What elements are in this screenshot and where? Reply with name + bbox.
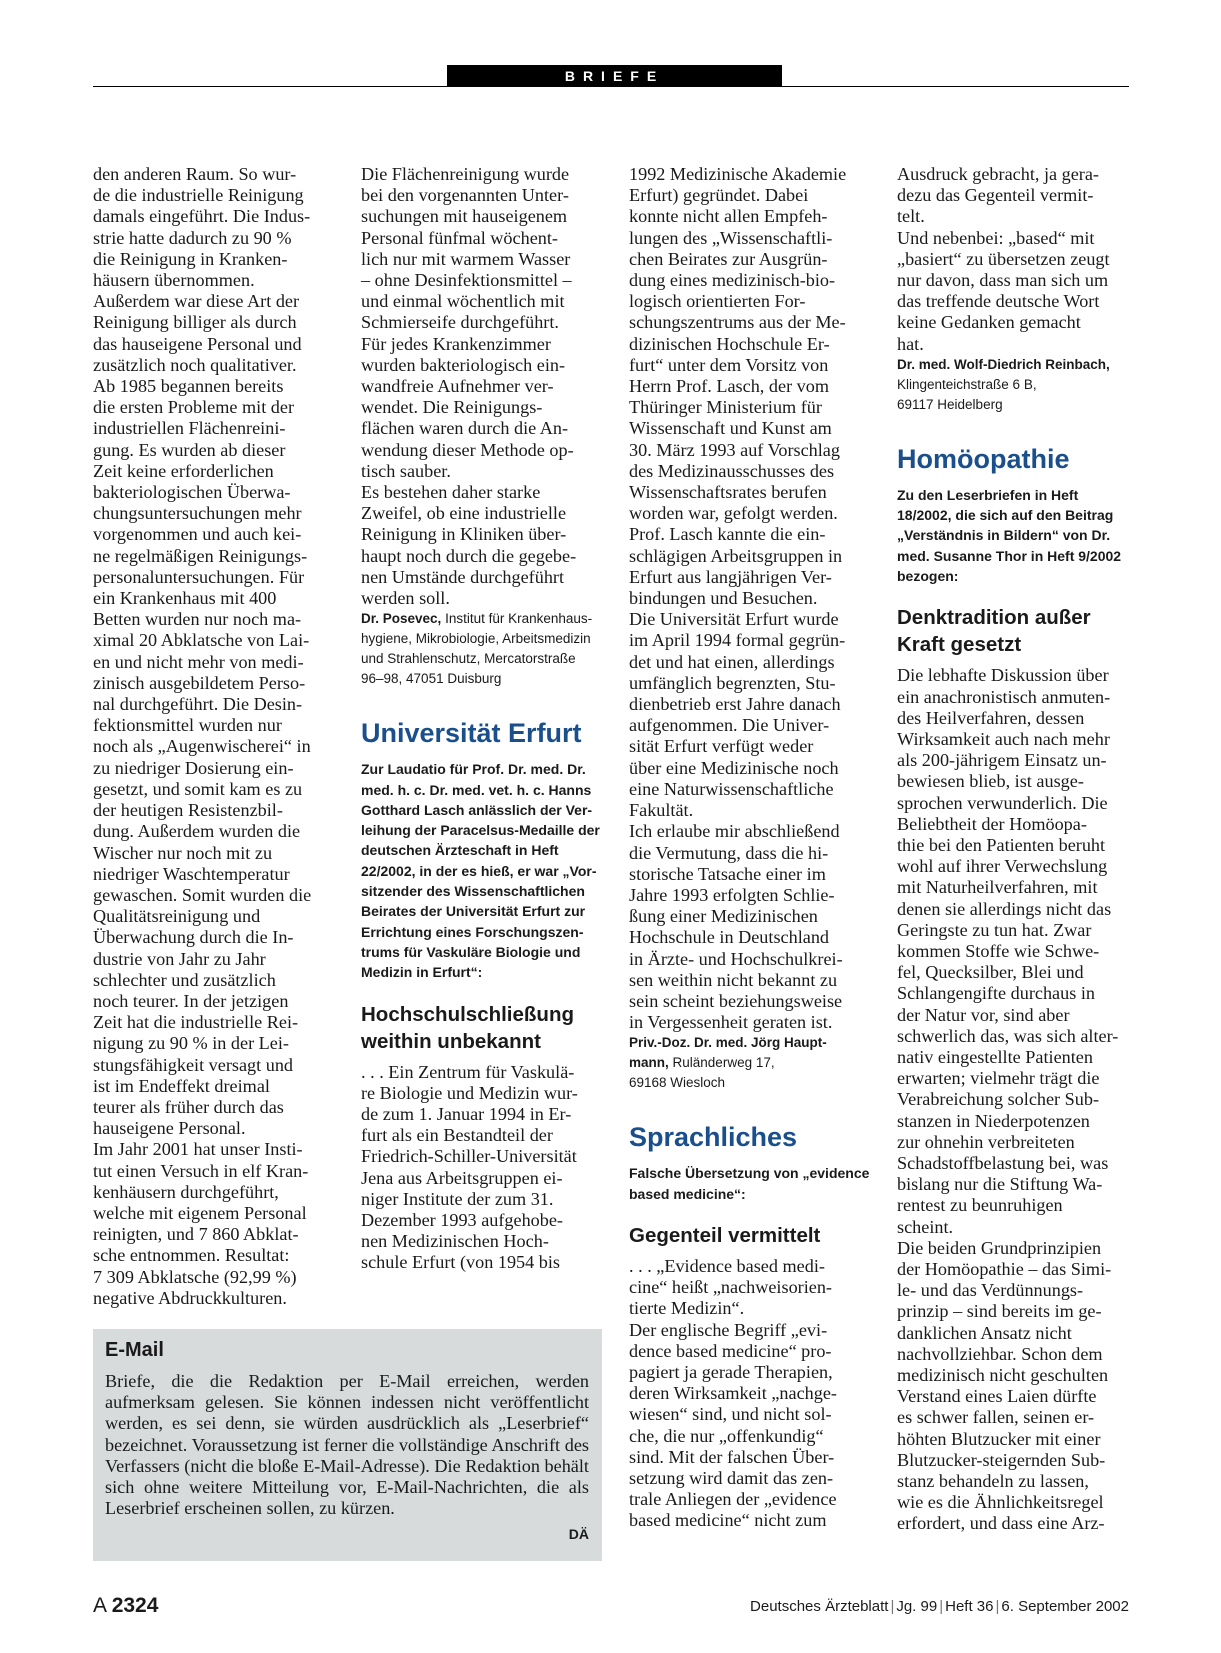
- text-line: ne regelmäßigen Reinigungs-: [93, 545, 308, 566]
- text-line: 7 309 Abklatsche (92,99 %): [93, 1266, 297, 1287]
- text-line: ßung einer Medizinischen: [629, 906, 818, 927]
- text-line: hygiene, Mikrobiologie, Arbeitsmedizin: [361, 631, 591, 647]
- text-line: Prof. Lasch kannte die ein-: [629, 524, 826, 545]
- text-line: worden war, gefolgt werden.: [629, 503, 838, 524]
- text-line: fel, Quecksilber, Blei und: [897, 962, 1084, 983]
- text-line: de die industrielle Reinigung: [93, 185, 304, 206]
- text-line: scheint.: [897, 1216, 954, 1237]
- text-line: die ersten Probleme mit der: [93, 397, 295, 418]
- text-line: pagiert ja gerade Therapien,: [629, 1361, 833, 1382]
- text-line: wiesen“ sind, und nicht sol-: [629, 1404, 832, 1425]
- text-line: Geringste zu tun hat. Zwar: [897, 919, 1092, 940]
- signature-hauptmann: [629, 1033, 871, 1093]
- text-line: teurer als früher durch das: [93, 1096, 284, 1117]
- text-line: sen weithin nicht bekannt zu: [629, 969, 838, 990]
- text-line: hauseigene Personal.: [93, 1118, 246, 1139]
- text-line: 30. März 1993 auf Vorschlag: [629, 439, 840, 460]
- text-line: hat.: [897, 333, 924, 354]
- column-1: [93, 164, 335, 1309]
- text-line: tisch sauber.: [361, 460, 451, 481]
- text-line: nachvollziehbar. Schon dem: [897, 1343, 1103, 1364]
- signature-street: Klingenteichstraße 6 B,: [897, 376, 1037, 392]
- text-line: det und hat einen, allerdings: [629, 651, 835, 672]
- text-line: 1992 Medizinische Akademie: [629, 164, 847, 184]
- text-line: Die Flächenreinigung wurde: [361, 164, 570, 184]
- text-line: stanz behandeln zu lassen,: [897, 1471, 1089, 1492]
- text-line: schwerlich das, was sich alter-: [897, 1025, 1119, 1046]
- text-line: tierte Medizin“.: [629, 1298, 745, 1319]
- text-line: en und nicht mehr von medi-: [93, 651, 304, 672]
- text-line: nen Medizinischen Hoch-: [361, 1231, 549, 1252]
- email-notice-box: [93, 1329, 602, 1561]
- text-line: erwarten; vielmehr trägt die: [897, 1068, 1100, 1089]
- text-line: mit Naturheilverfahren, mit: [897, 877, 1098, 898]
- text-line: „Verständnis in Bildern“ von Dr.: [897, 527, 1111, 544]
- text-line: den anderen Raum. So wur-: [93, 164, 297, 184]
- text-line: in Ärzte- und Hochschulkrei-: [629, 948, 843, 969]
- text-line: vorgenommen und auch kei-: [93, 524, 302, 545]
- text-line: Erfurt aus langjährigen Ver-: [629, 566, 832, 587]
- text-line: Wischer nur noch mit zu: [93, 842, 273, 863]
- text-line: dustrie von Jahr zu Jahr: [93, 948, 266, 969]
- text-line: suchungen mit hauseigenem: [361, 206, 568, 227]
- text-line: Es bestehen daher starke: [361, 482, 541, 503]
- text-line: Für jedes Krankenzimmer: [361, 333, 551, 354]
- text-line: Wissenschaft und Kunst am: [629, 418, 832, 439]
- signature-name-line1: Priv.-Doz. Dr. med. Jörg Haupt-: [629, 1035, 827, 1051]
- text-line: das treffende deutsche Wort: [897, 291, 1100, 312]
- text-line: welche mit eigenem Personal: [93, 1202, 307, 1223]
- text-line: Schmierseife durchgeführt.: [361, 312, 559, 333]
- text-line: Personal fünfmal wöchent-: [361, 227, 558, 248]
- signature-name: Dr. Posevec,: [361, 611, 442, 627]
- text-line: Denktradition außer: [897, 606, 1091, 630]
- text-line: sche entnommen. Resultat:: [93, 1245, 290, 1266]
- text-line: telt.: [897, 206, 925, 227]
- text-line: Falsche Übersetzung von „evidence: [629, 1165, 870, 1182]
- signature-name-line2: mann,: [629, 1055, 669, 1071]
- text-line: nen Umstände durchgeführt: [361, 566, 565, 587]
- text-line: schule Erfurt (von 1954 bis: [361, 1252, 561, 1273]
- text-line: Gegenteil vermittelt: [629, 1223, 821, 1247]
- journal-issue: Heft 36: [945, 1598, 994, 1615]
- text-line: dienbetrieb erst Jahre danach: [629, 694, 841, 715]
- text-line: Ausdruck gebracht, ja gera-: [897, 164, 1099, 184]
- text-line: chungsuntersuchungen mehr: [93, 503, 302, 524]
- text-line: nativ eingestellte Patienten: [897, 1046, 1093, 1067]
- text-line: keine Gedanken gemacht: [897, 312, 1081, 333]
- text-line: wandfreie Aufnehmer ver-: [361, 376, 554, 397]
- text-line: trale Anliegen der „evidence: [629, 1489, 837, 1510]
- text-line: eine Naturwissenschaftliche: [629, 778, 834, 799]
- text-line: Wissenschaftsrates berufen: [629, 482, 827, 503]
- signature-street: Ruländerweg 17,: [672, 1055, 775, 1071]
- page-number-value: 2324: [111, 1594, 159, 1617]
- footer-citation: [750, 1598, 1129, 1615]
- text-line: personaluntersuchungen. Für: [93, 566, 305, 587]
- text-line: Jena aus Arbeitsgruppen ei-: [361, 1167, 563, 1188]
- text-line: häusern übernommen.: [93, 270, 255, 291]
- text-line: dizinischen Hochschule Er-: [629, 333, 830, 354]
- text-line: dezu das Gegenteil vermit-: [897, 185, 1094, 206]
- text-line: zur ohnehin verbreiteten: [897, 1131, 1075, 1152]
- text-line: Kraft gesetzt: [897, 633, 1022, 657]
- text-line: Reinigung in Kliniken über-: [361, 524, 567, 545]
- column-4: [897, 164, 1139, 1535]
- journal-date: 6. September 2002: [1001, 1598, 1129, 1615]
- text-line: Ab 1985 begannen bereits: [93, 376, 284, 397]
- page-prefix: A: [93, 1594, 106, 1617]
- text-line: Fakultät.: [629, 800, 694, 821]
- text-line: Gotthard Lasch anlässlich der Ver-: [361, 801, 593, 818]
- text-line: Überwachung durch die In-: [93, 927, 294, 948]
- text-line: industriellen Flächenreini-: [93, 418, 286, 439]
- text-line: fektionsmittel wurden nur: [93, 715, 282, 736]
- text-line: niedriger Waschtemperatur: [93, 863, 290, 884]
- text-line: die Reinigung in Kranken-: [93, 248, 288, 269]
- text-line: in Vergessenheit geraten ist.: [629, 1012, 833, 1033]
- text-line: tut einen Versuch in elf Kran-: [93, 1160, 309, 1181]
- text-line: ist im Endeffekt dreimal: [93, 1075, 270, 1096]
- text-line: der Homöopathie – das Simi-: [897, 1259, 1112, 1279]
- text-line: danklichen Ansatz nicht: [897, 1322, 1072, 1343]
- text-line: dence based medicine“ pro-: [629, 1340, 832, 1361]
- text-line: Hochschulschließung: [361, 1002, 574, 1026]
- email-notice-signature: DÄ: [568, 1526, 589, 1542]
- text-line: deutschen Ärzteschaft in Heft: [361, 842, 559, 859]
- text-line: medizinisch nicht geschulten: [897, 1365, 1109, 1386]
- text-line: Erfurt) gegründet. Dabei: [629, 185, 809, 206]
- text-line: trums für Vaskuläre Biologie und: [361, 943, 581, 960]
- text-line: niger Institute der zum 31.: [361, 1188, 554, 1209]
- section-title-universitaet-erfurt: Universität Erfurt: [361, 718, 582, 749]
- text-line: konnte nicht allen Empfeh-: [629, 206, 828, 227]
- text-line: bindungen und Besuchen.: [629, 588, 818, 609]
- text-line: sein scheint beziehungsweise: [629, 990, 843, 1011]
- text-line: Zweifel, ob eine industrielle: [361, 503, 567, 524]
- text-line: erfordert, und dass eine Arz-: [897, 1513, 1105, 1534]
- text-line: schlägigen Arbeitsgruppen in: [629, 545, 843, 566]
- text-line: über eine Medizinische noch: [629, 757, 839, 778]
- text-line: cine“ heißt „nachweisorien-: [629, 1277, 832, 1298]
- text-line: bakteriologischen Überwa-: [93, 482, 291, 503]
- text-line: Schlangengifte durchaus in: [897, 983, 1095, 1004]
- text-line: thie bei den Patienten beruht: [897, 834, 1106, 855]
- text-line: . . . „Evidence based medi-: [629, 1255, 825, 1276]
- text-line: „basiert“ zu übersetzen zeugt: [897, 248, 1110, 269]
- text-line: haupt noch durch die gegebe-: [361, 545, 577, 566]
- text-line: damals eingeführt. Die Indus-: [93, 206, 311, 227]
- text-line: Außerdem war diese Art der: [93, 291, 300, 312]
- text-line: lich nur mit warmem Wasser: [361, 248, 571, 269]
- subtitle-denktradition: [897, 604, 1139, 658]
- text-line: Errichtung eines Forschungszen-: [361, 923, 584, 940]
- text-line: kommen Stoffe wie Schwe-: [897, 940, 1100, 961]
- text-line: Ich erlaube mir abschließend: [629, 821, 840, 842]
- letter-reinbach-text: [897, 164, 1139, 355]
- email-notice-title: E-Mail: [105, 1339, 164, 1361]
- letter-homoeopathie-text: [897, 665, 1139, 1534]
- text-line: es schwer fallen, seinen er-: [897, 1407, 1095, 1428]
- text-line: sität Erfurt verfügt weder: [629, 736, 814, 757]
- text-line: furt als ein Bestandteil der: [361, 1125, 553, 1146]
- text-line: 96–98, 47051 Duisburg: [361, 671, 502, 687]
- text-line: gung. Es wurden ab dieser: [93, 439, 286, 460]
- journal-volume: Jg. 99: [896, 1598, 938, 1615]
- text-line: und Strahlenschutz, Mercatorstraße: [361, 651, 576, 667]
- section-title-sprachliches: Sprachliches: [629, 1122, 798, 1153]
- text-line: Der englische Begriff „evi-: [629, 1319, 828, 1340]
- text-line: storische Tatsache einer im: [629, 863, 826, 884]
- text-line: ein Krankenhaus mit 400: [93, 588, 277, 609]
- text-line: zinisch ausgebildetem Perso-: [93, 672, 306, 693]
- text-line: based medicine“:: [629, 1185, 746, 1202]
- text-line: wendet. Die Reinigungs-: [361, 397, 543, 418]
- text-line: bezogen:: [897, 568, 959, 585]
- text-line: Medizin in Erfurt“:: [361, 964, 483, 981]
- text-line: che, die nur „offenkundig“: [629, 1425, 824, 1446]
- text-line: Verabreichung solcher Sub-: [897, 1089, 1100, 1110]
- text-line: re Biologie und Medizin wur-: [361, 1082, 578, 1103]
- text-line: im April 1994 formal gegrün-: [629, 630, 846, 651]
- text-line: med. h. c. Dr. med. vet. h. c. Hanns: [361, 781, 592, 798]
- text-line: le- und das Verdünnungs-: [897, 1280, 1084, 1301]
- text-line: bislang nur die Stiftung Wa-: [897, 1174, 1103, 1195]
- text-line: Wirksamkeit auch nach mehr: [897, 728, 1110, 749]
- letter-hauptmann-text-start: [361, 1062, 603, 1274]
- text-line: höhten Blutzucker mit einer: [897, 1428, 1101, 1449]
- text-line: reinigten, und 7 860 Abklat-: [93, 1224, 299, 1245]
- journal-name: Deutsches Ärzteblatt: [750, 1598, 889, 1615]
- text-line: ximal 20 Abklatsche von Lai-: [93, 630, 310, 651]
- text-line: lungen des „Wissenschaftli-: [629, 227, 833, 248]
- text-line: Beirates der Universität Erfurt zur: [361, 903, 586, 920]
- text-line: 22/2002, in der es hieß, er war „Vor-: [361, 862, 597, 879]
- text-line: umfänglich begrenzten, Stu-: [629, 672, 836, 693]
- text-line: gewaschen. Somit wurden die: [93, 884, 312, 905]
- signature-name: Dr. med. Wolf-Diedrich Reinbach,: [897, 356, 1110, 372]
- text-line: wohl auf ihrer Verwechslung: [897, 856, 1108, 877]
- text-line: wurden bakteriologisch ein-: [361, 354, 566, 375]
- text-line: nigung zu 90 % in der Lei-: [93, 1033, 289, 1054]
- text-line: Zu den Leserbriefen in Heft: [897, 486, 1079, 503]
- text-line: noch als „Augenwischerei“ in: [93, 736, 311, 757]
- signature-city: 69168 Wiesloch: [629, 1075, 726, 1091]
- text-line: Im Jahr 2001 hat unser Insti-: [93, 1139, 303, 1160]
- signature-posevec: [361, 609, 603, 689]
- text-line: Dezember 1993 aufgehobe-: [361, 1209, 563, 1230]
- text-line: Blutzucker-steigernden Sub-: [897, 1449, 1106, 1470]
- text-line: Reinigung billiger als durch: [93, 312, 297, 333]
- text-line: Herrn Prof. Lasch, der vom: [629, 376, 830, 397]
- text-line: flächen waren durch die An-: [361, 418, 569, 439]
- text-line: furt“ unter dem Vorsitz von: [629, 354, 829, 375]
- text-line: logisch orientierten For-: [629, 291, 806, 312]
- text-line: Hochschule in Deutschland: [629, 927, 830, 948]
- text-line: die Vermutung, dass die hi-: [629, 842, 829, 863]
- subtitle-gegenteil: [629, 1222, 871, 1249]
- text-line: chen Beirates zur Ausgrün-: [629, 248, 828, 269]
- text-line: nal durchgeführt. Die Desin-: [93, 694, 303, 715]
- text-line: der Natur vor, sind aber: [897, 1004, 1070, 1025]
- text-line: stanzen in Niederpotenzen: [897, 1110, 1090, 1131]
- text-line: und einmal wöchentlich mit: [361, 291, 565, 312]
- text-line: zusätzlich noch qualitativer.: [93, 354, 297, 375]
- text-line: sitzender des Wissenschaftlichen: [361, 883, 585, 900]
- text-line: negative Abdruckkulturen.: [93, 1287, 287, 1308]
- text-line: wendung dieser Methode op-: [361, 439, 574, 460]
- text-line: de zum 1. Januar 1994 in Er-: [361, 1103, 572, 1124]
- column-3: [629, 164, 871, 1532]
- text-line: Die beiden Grundprinzipien: [897, 1237, 1102, 1258]
- text-line: Zeit keine erforderlichen: [93, 460, 274, 481]
- text-line: dung eines medizinisch-bio-: [629, 270, 836, 291]
- subtitle-hochschulschliessung: [361, 1001, 603, 1055]
- text-line: nur davon, dass man sich um: [897, 270, 1109, 291]
- footer-separator: |: [995, 1598, 1000, 1615]
- text-line: gesetzt, und somit kam es zu: [93, 778, 303, 799]
- letter-hauptmann-text: [629, 164, 871, 1033]
- text-line: Und nebenbei: „based“ mit: [897, 227, 1095, 248]
- text-line: deren Wirksamkeit „nachge-: [629, 1383, 837, 1404]
- letter-reinbach-text-start: [629, 1256, 871, 1532]
- text-line: schungszentrums aus der Me-: [629, 312, 846, 333]
- text-line: sind. Mit der falschen Über-: [629, 1446, 835, 1467]
- text-line: sprochen verwunderlich. Die: [897, 792, 1108, 813]
- text-line: based medicine“ nicht zum: [629, 1510, 827, 1531]
- text-line: Zur Laudatio für Prof. Dr. med. Dr.: [361, 761, 586, 778]
- text-line: Jahre 1993 erfolgten Schlie-: [629, 884, 835, 905]
- text-line: aufgenommen. Die Univer-: [629, 715, 830, 736]
- text-line: kenhäusern durchgeführt,: [93, 1181, 279, 1202]
- text-line: dung. Außerdem wurden die: [93, 821, 301, 842]
- text-line: bei den vorgenannten Unter-: [361, 185, 569, 206]
- text-line: wie es die Ähnlichkeitsregel: [897, 1492, 1104, 1513]
- section-title-homoeopathie: Homöopathie: [897, 443, 1070, 474]
- text-line: Friedrich-Schiller-Universität: [361, 1146, 577, 1167]
- text-line: noch teurer. In der jetzigen: [93, 990, 289, 1011]
- text-line: zu niedriger Dosierung ein-: [93, 757, 294, 778]
- email-notice-text: Briefe, die die Redaktion per E-Mail erreichen, werden aufmerksam gelesen. Sie können indessen nicht veröffentlicht werden, es sei denn, sie würden ausdrücklich als „Leserbrief“ bezeichnet. Voraussetzung ist ferner die vollständige Anschrift des Verfassers (nicht die bloße E-Mail-Adresse). Die Redaktion behält sich ohne weitere Mitteilung vor, E-Mail-Nachrichten, die als Leserbrief erscheinen sollen, zu kürzen.: [105, 1371, 589, 1519]
- text-line: weithin unbekannt: [361, 1029, 541, 1053]
- text-line: als 200-jährigem Einsatz un-: [897, 750, 1107, 771]
- page-number: [93, 1594, 158, 1618]
- column-2: [361, 164, 603, 1274]
- text-line: leihung der Paracelsus-Medaille der: [361, 822, 600, 839]
- text-line: denen sie allerdings nicht das: [897, 898, 1112, 919]
- intro-homoeopathie: [897, 485, 1139, 586]
- signature-reinbach: [897, 355, 1139, 415]
- text-line: Die Universität Erfurt wurde: [629, 609, 839, 630]
- text-line: Thüringer Ministerium für: [629, 397, 822, 418]
- text-line: werden soll.: [361, 588, 450, 609]
- text-line: Verstand eines Laien dürfte: [897, 1386, 1097, 1407]
- text-line: 18/2002, die sich auf den Beitrag: [897, 507, 1114, 524]
- text-line: des Medizinausschusses des: [629, 460, 835, 481]
- text-line: Qualitätsreinigung und: [93, 906, 261, 927]
- column-1-text: [93, 164, 335, 1309]
- intro-sprachliches: [629, 1163, 871, 1204]
- section-header: BRIEFE: [447, 65, 782, 87]
- text-line: rentest zu beunruhigen: [897, 1195, 1063, 1216]
- text-line: das hauseigene Personal und: [93, 333, 302, 354]
- text-line: Beliebtheit der Homöopa-: [897, 813, 1087, 834]
- intro-laudatio: [361, 759, 603, 982]
- text-line: Institut für Krankenhaus-: [445, 611, 593, 627]
- text-line: Zeit hat die industrielle Rei-: [93, 1012, 299, 1033]
- footer-separator: |: [890, 1598, 895, 1615]
- signature-city: 69117 Heidelberg: [897, 396, 1003, 412]
- text-line: Die lebhafte Diskussion über: [897, 665, 1109, 686]
- text-line: Schadstoffbelastung bei, was: [897, 1152, 1109, 1173]
- text-line: des Heilverfahren, dessen: [897, 707, 1085, 728]
- footer-separator: |: [939, 1598, 944, 1615]
- text-line: med. Susanne Thor in Heft 9/2002: [897, 547, 1122, 564]
- text-line: schlechter und zusätzlich: [93, 969, 276, 990]
- text-line: stungsfähigkeit versagt und: [93, 1054, 294, 1075]
- text-line: prinzip – sind bereits im ge-: [897, 1301, 1102, 1322]
- text-line: . . . Ein Zentrum für Vaskulä-: [361, 1061, 575, 1082]
- text-line: ein anachronistisch anmuten-: [897, 686, 1111, 707]
- text-line: Betten wurden nur noch ma-: [93, 609, 302, 630]
- text-line: setzung wird damit das zen-: [629, 1467, 834, 1488]
- text-line: strie hatte dadurch zu 90 %: [93, 227, 292, 248]
- text-line: der heutigen Resistenzbil-: [93, 800, 283, 821]
- text-line: – ohne Desinfektionsmittel –: [361, 270, 572, 291]
- letter-posevec-text: [361, 164, 603, 609]
- text-line: bewiesen blieb, ist ausge-: [897, 771, 1084, 792]
